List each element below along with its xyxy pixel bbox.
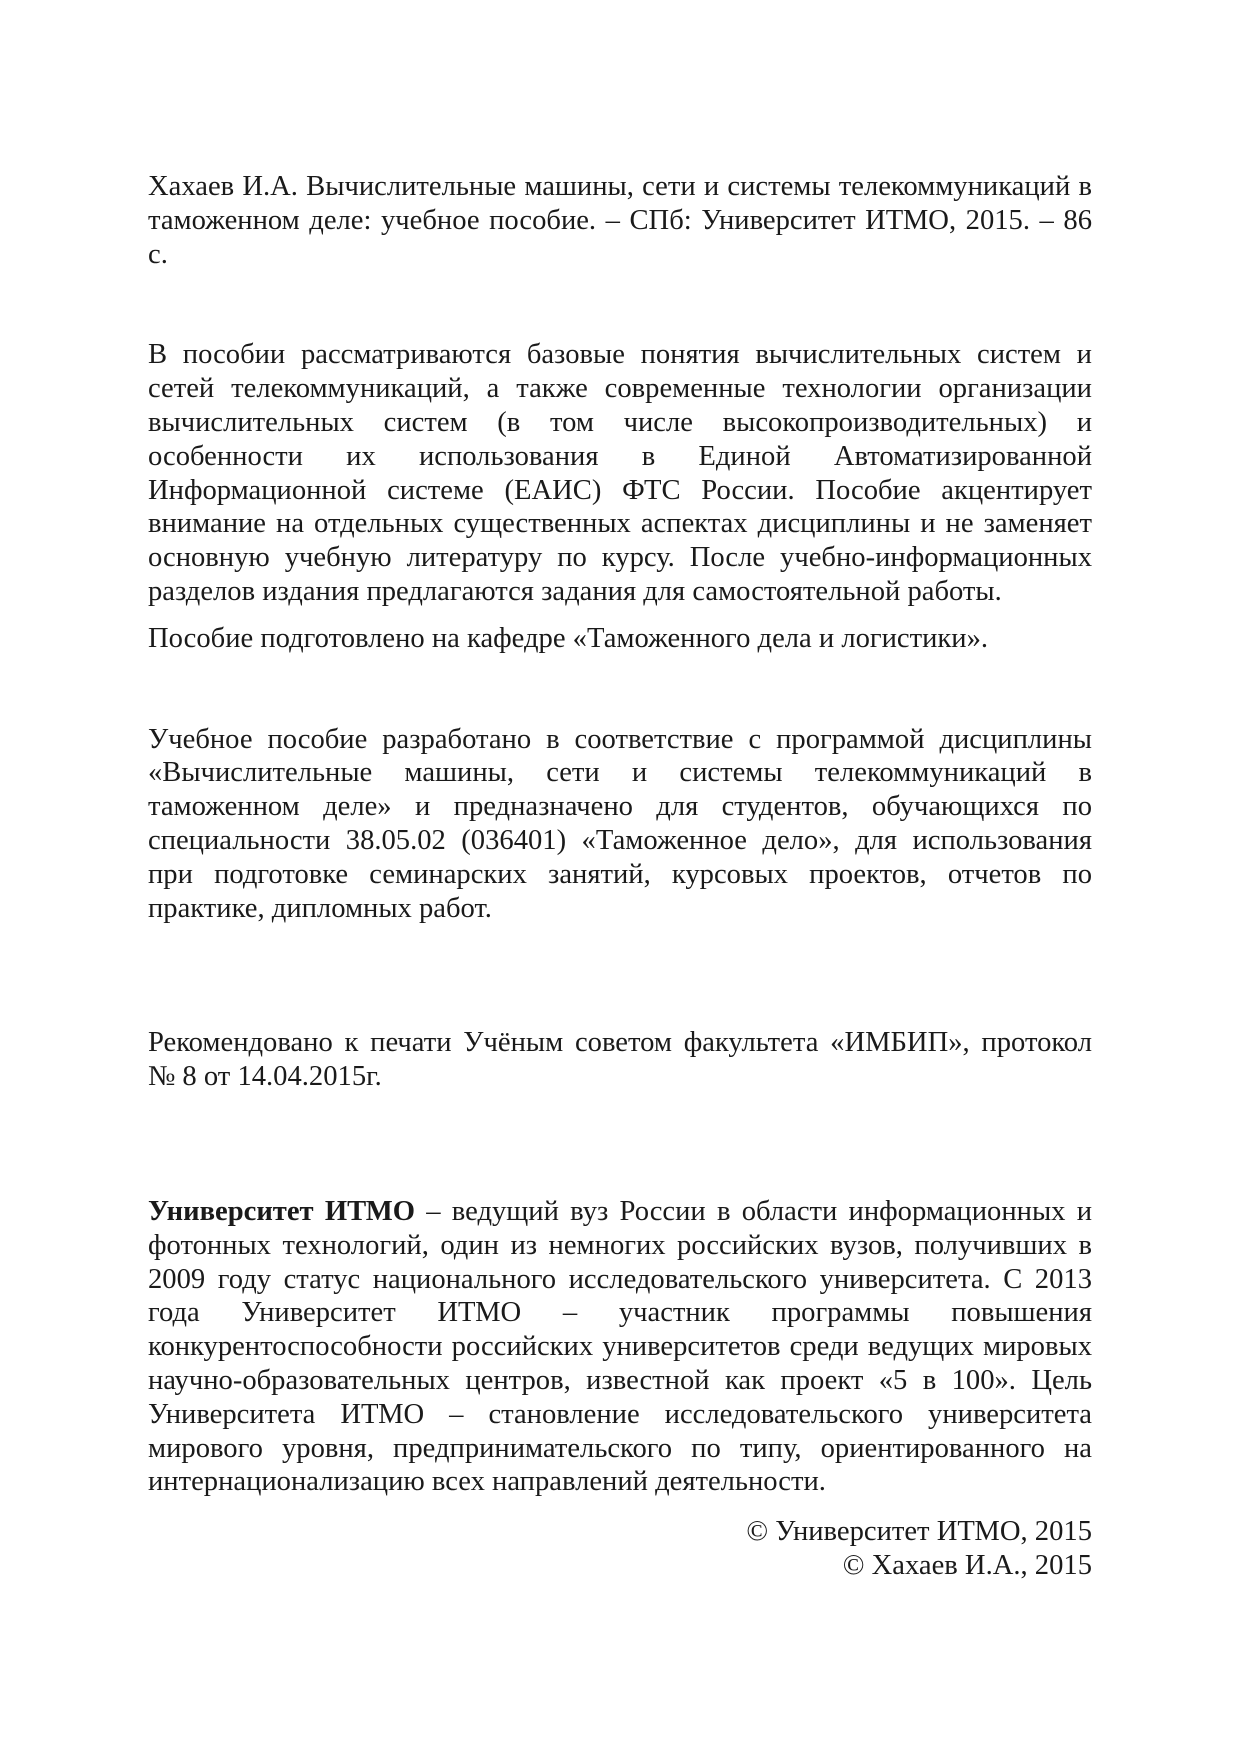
copyright-block	[148, 1515, 1092, 1583]
copyright-university: © Университет ИТМО, 2015	[746, 1516, 1092, 1548]
recommendation-note: Рекомендовано к печати Учёным советом факультета «ИМБИП», протокол № 8 от 14.04.2015г.	[148, 1027, 1092, 1093]
university-description	[148, 1195, 1092, 1499]
annotation-paragraph: В пособии рассматриваются базовые понятия вычислительных систем и сетей телекоммуникаций, а также современные технологии организации вычислительных систем (в том числе высокопроизводительных) и особенности их использования в Единой Автоматизированной Информационной системе (ЕАИС) ФТС России. Пособие акцентирует внимание на отдельных существенных аспектах дисциплины и не заменяет основную учебную литературу по курсу. После учебно-информационных разделов издания предлагаются задания для самостоятельной работы.	[148, 339, 1092, 607]
bibliographic-citation: Хахаев И.А. Вычислительные машины, сети и системы телекоммуникаций в таможенном деле: учебное пособие. – СПб: Университет ИТМО, 2015. – 86 с.	[148, 171, 1092, 270]
department-note: Пособие подготовлено на кафедре «Таможенного дела и логистики».	[148, 622, 989, 654]
university-description-text: – ведущий вуз России в области информационных и фотонных технологий, один из немногих российских вузов, получивших в 2009 году статус национального исследовательского университета. С 2013 года Университет ИТМО – участник программы повышения конкурентоспособности российских университетов среди ведущих мировых научно-образовательных центров, известной как проект «5 в 100». Цель Университета ИТМО – становление исследовательского университета мирового уровня, предпринимательского по типу, ориентированного на интернационализацию всех направлений деятельности.	[148, 1195, 1093, 1498]
document-page	[148, 170, 1092, 1583]
copyright-author: © Хахаев И.А., 2015	[842, 1549, 1092, 1581]
university-name: Университет ИТМО	[148, 1195, 415, 1227]
purpose-paragraph: Учебное пособие разработано в соответствие с программой дисциплины «Вычислительные машины, сети и системы телекоммуникаций в таможенном деле» и предназначено для студентов, обучающихся по специальности 38.05.02 (036401) «Таможенное дело», для использования при подготовке семинарских занятий, курсовых проектов, отчетов по практике, дипломных работ.	[148, 723, 1092, 924]
